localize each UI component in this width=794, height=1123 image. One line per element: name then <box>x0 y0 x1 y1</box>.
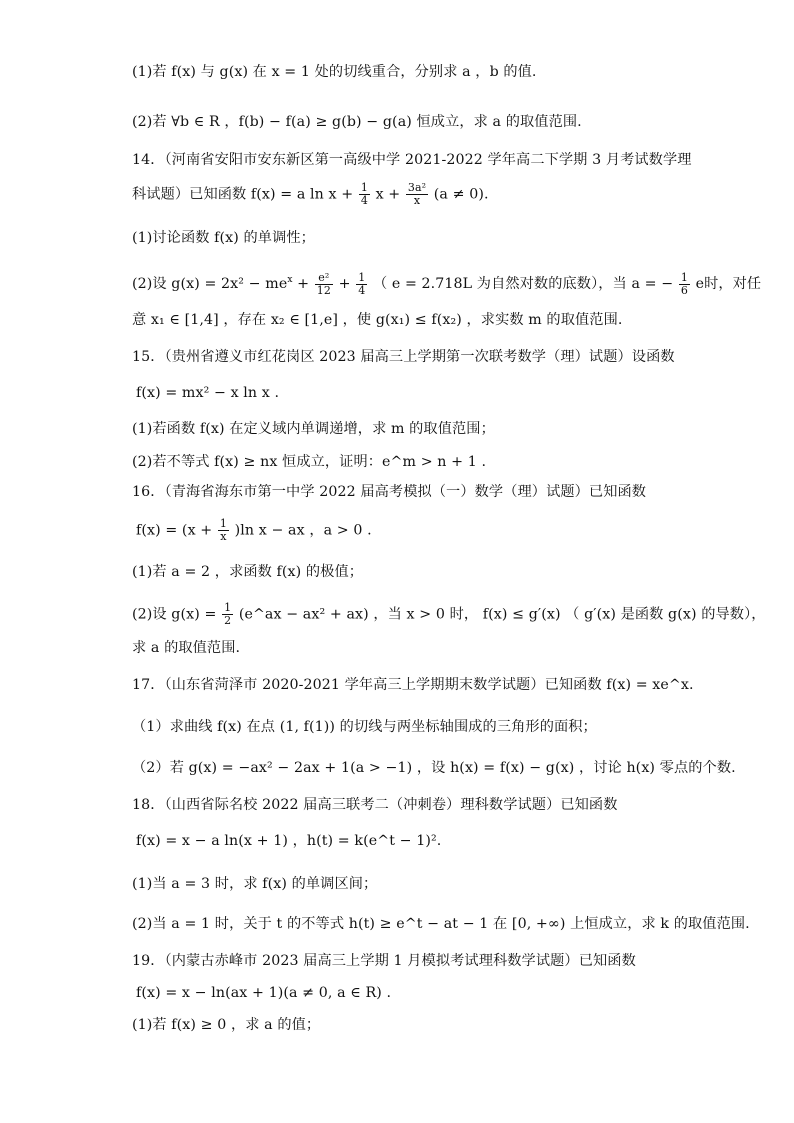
p15-formula: f(x) = mx² − x ln x . <box>136 385 280 401</box>
p17-part1: （1）求曲线 f(x) 在点 (1, f(1)) 的切线与两坐标轴围成的三角形的面积； <box>132 719 597 735</box>
p18-part1: (1)当 a = 3 时，求 f(x) 的单调区间； <box>132 876 378 892</box>
p14-frac1-after: x + <box>375 186 401 203</box>
p14-frac-1-4: $\frac{1}{4}$ <box>360 181 368 207</box>
p14-source-line2 <box>132 182 664 207</box>
p15-source-line1: 15．（贵州省遵义市红花岗区 2023 届高三上学期第一次联考数学（理）试题）设函数 <box>132 349 675 365</box>
p17-source-line1: 17．（山东省菏泽市 2020-2021 学年高三上学期期末数学试题）已知函数 f(x) = xe^x. <box>132 677 694 693</box>
p18-part2: (2)当 a = 1 时，关于 t 的不等式 h(t) ≥ e^t − at − 1 在 [0, +∞) 上恒成立，求 k 的取值范围. <box>132 916 750 932</box>
p16-frac-1-2: $\frac{1}{2}$ <box>224 601 232 627</box>
p14-part1: (1)讨论函数 f(x) 的单调性； <box>132 230 315 246</box>
p16-part2-line2: 求 a 的取值范围. <box>132 640 241 656</box>
p14-frac-1-6: $\frac{1}{6}$ <box>680 270 688 297</box>
p13-part2: (2)若 ∀b ∈ R ，f(b) − f(a) ≥ g(b) − g(a) 恒成立，求 a 的取值范围. <box>132 114 582 130</box>
p16-part1: (1)若 a = 2 ，求函数 f(x) 的极值； <box>132 564 364 580</box>
p14-part2-line2: 意 x₁ ∈ [1,4] ，存在 x₂ ∈ [1,e] ，使 g(x₁) ≤ f(x₂) ，求实数 m 的取值范围. <box>132 312 623 328</box>
p13-part1: (1)若 f(x) 与 g(x) 在 x = 1 处的切线重合，分别求 a ，b 的值. <box>132 64 537 80</box>
p17-part2: （2）若 g(x) = −ax² − 2ax + 1(a > −1) ，设 h(x) = f(x) − g(x) ，讨论 h(x) 零点的个数. <box>132 760 736 776</box>
p16-source-line1: 16．（青海省海东市第一中学 2022 届高考模拟（一）数学（理）试题）已知函数 <box>132 484 647 500</box>
p14-frac-1-4b: $\frac{1}{4}$ <box>358 270 366 297</box>
p16-frac-1-x: $\frac{1}{x}$ <box>219 517 227 543</box>
p14-source-line1: 14．（河南省安阳市安东新区第一高级中学 2021-2022 学年高二下学期 3 月考试数学理 <box>132 152 692 168</box>
p14-frac-3a2-x: $\frac{\text{3a²}}{x}$ <box>407 181 427 207</box>
p18-formula: f(x) = x − a ln(x + 1) ，h(t) = k(e^t − 1)². <box>136 833 442 849</box>
p16-part2-line1: (2)设 g(x) = $\frac{1}{2}$ (e^ax − ax² + ax) ，当 x > 0 时， f(x) ≤ g′(x) （ g′(x) 是函数 g(x) 的导数）， <box>132 601 766 627</box>
p15-part1: (1)若函数 f(x) 在定义域内单调递增，求 m 的取值范围； <box>132 421 495 437</box>
p19-part1: (1)若 f(x) ≥ 0 ，求 a 的值； <box>132 1017 321 1033</box>
p14-formula-suffix: (a ≠ 0). <box>433 186 489 203</box>
p19-source-line1: 19．（内蒙古赤峰市 2023 届高三上学期 1 月模拟考试理科数学试题）已知函数 <box>132 953 636 969</box>
p14-part2-line1: (2)设 $g(x) = 2x^2 - me^x$ + $\frac{\text{e²}}{12}$ + $\frac{1}{4}$ （ e = 2.718L 为自然对数的底数），当 a = − $\frac{1}{6}$ e时，对任 <box>132 270 762 297</box>
p15-part2: (2)若不等式 f(x) ≥ nx 恒成立，证明：e^m > n + 1 . <box>132 454 487 470</box>
p19-formula: f(x) = x − ln(ax + 1)(a ≠ 0, a ∈ R) . <box>136 985 392 1001</box>
p14-frac-e2-12: $\frac{\text{e²}}{12}$ <box>316 270 331 297</box>
p14-formula-prefix: 科试题）已知函数 f(x) = a ln x + <box>132 186 354 203</box>
p18-source-line1: 18．（山西省际名校 2022 届高三联考二（冲刺卷）理科数学试题）已知函数 <box>132 797 618 813</box>
p16-formula: f(x) = (x + $\frac{1}{x}$ )ln x − ax ，a > 0 . <box>136 517 372 543</box>
